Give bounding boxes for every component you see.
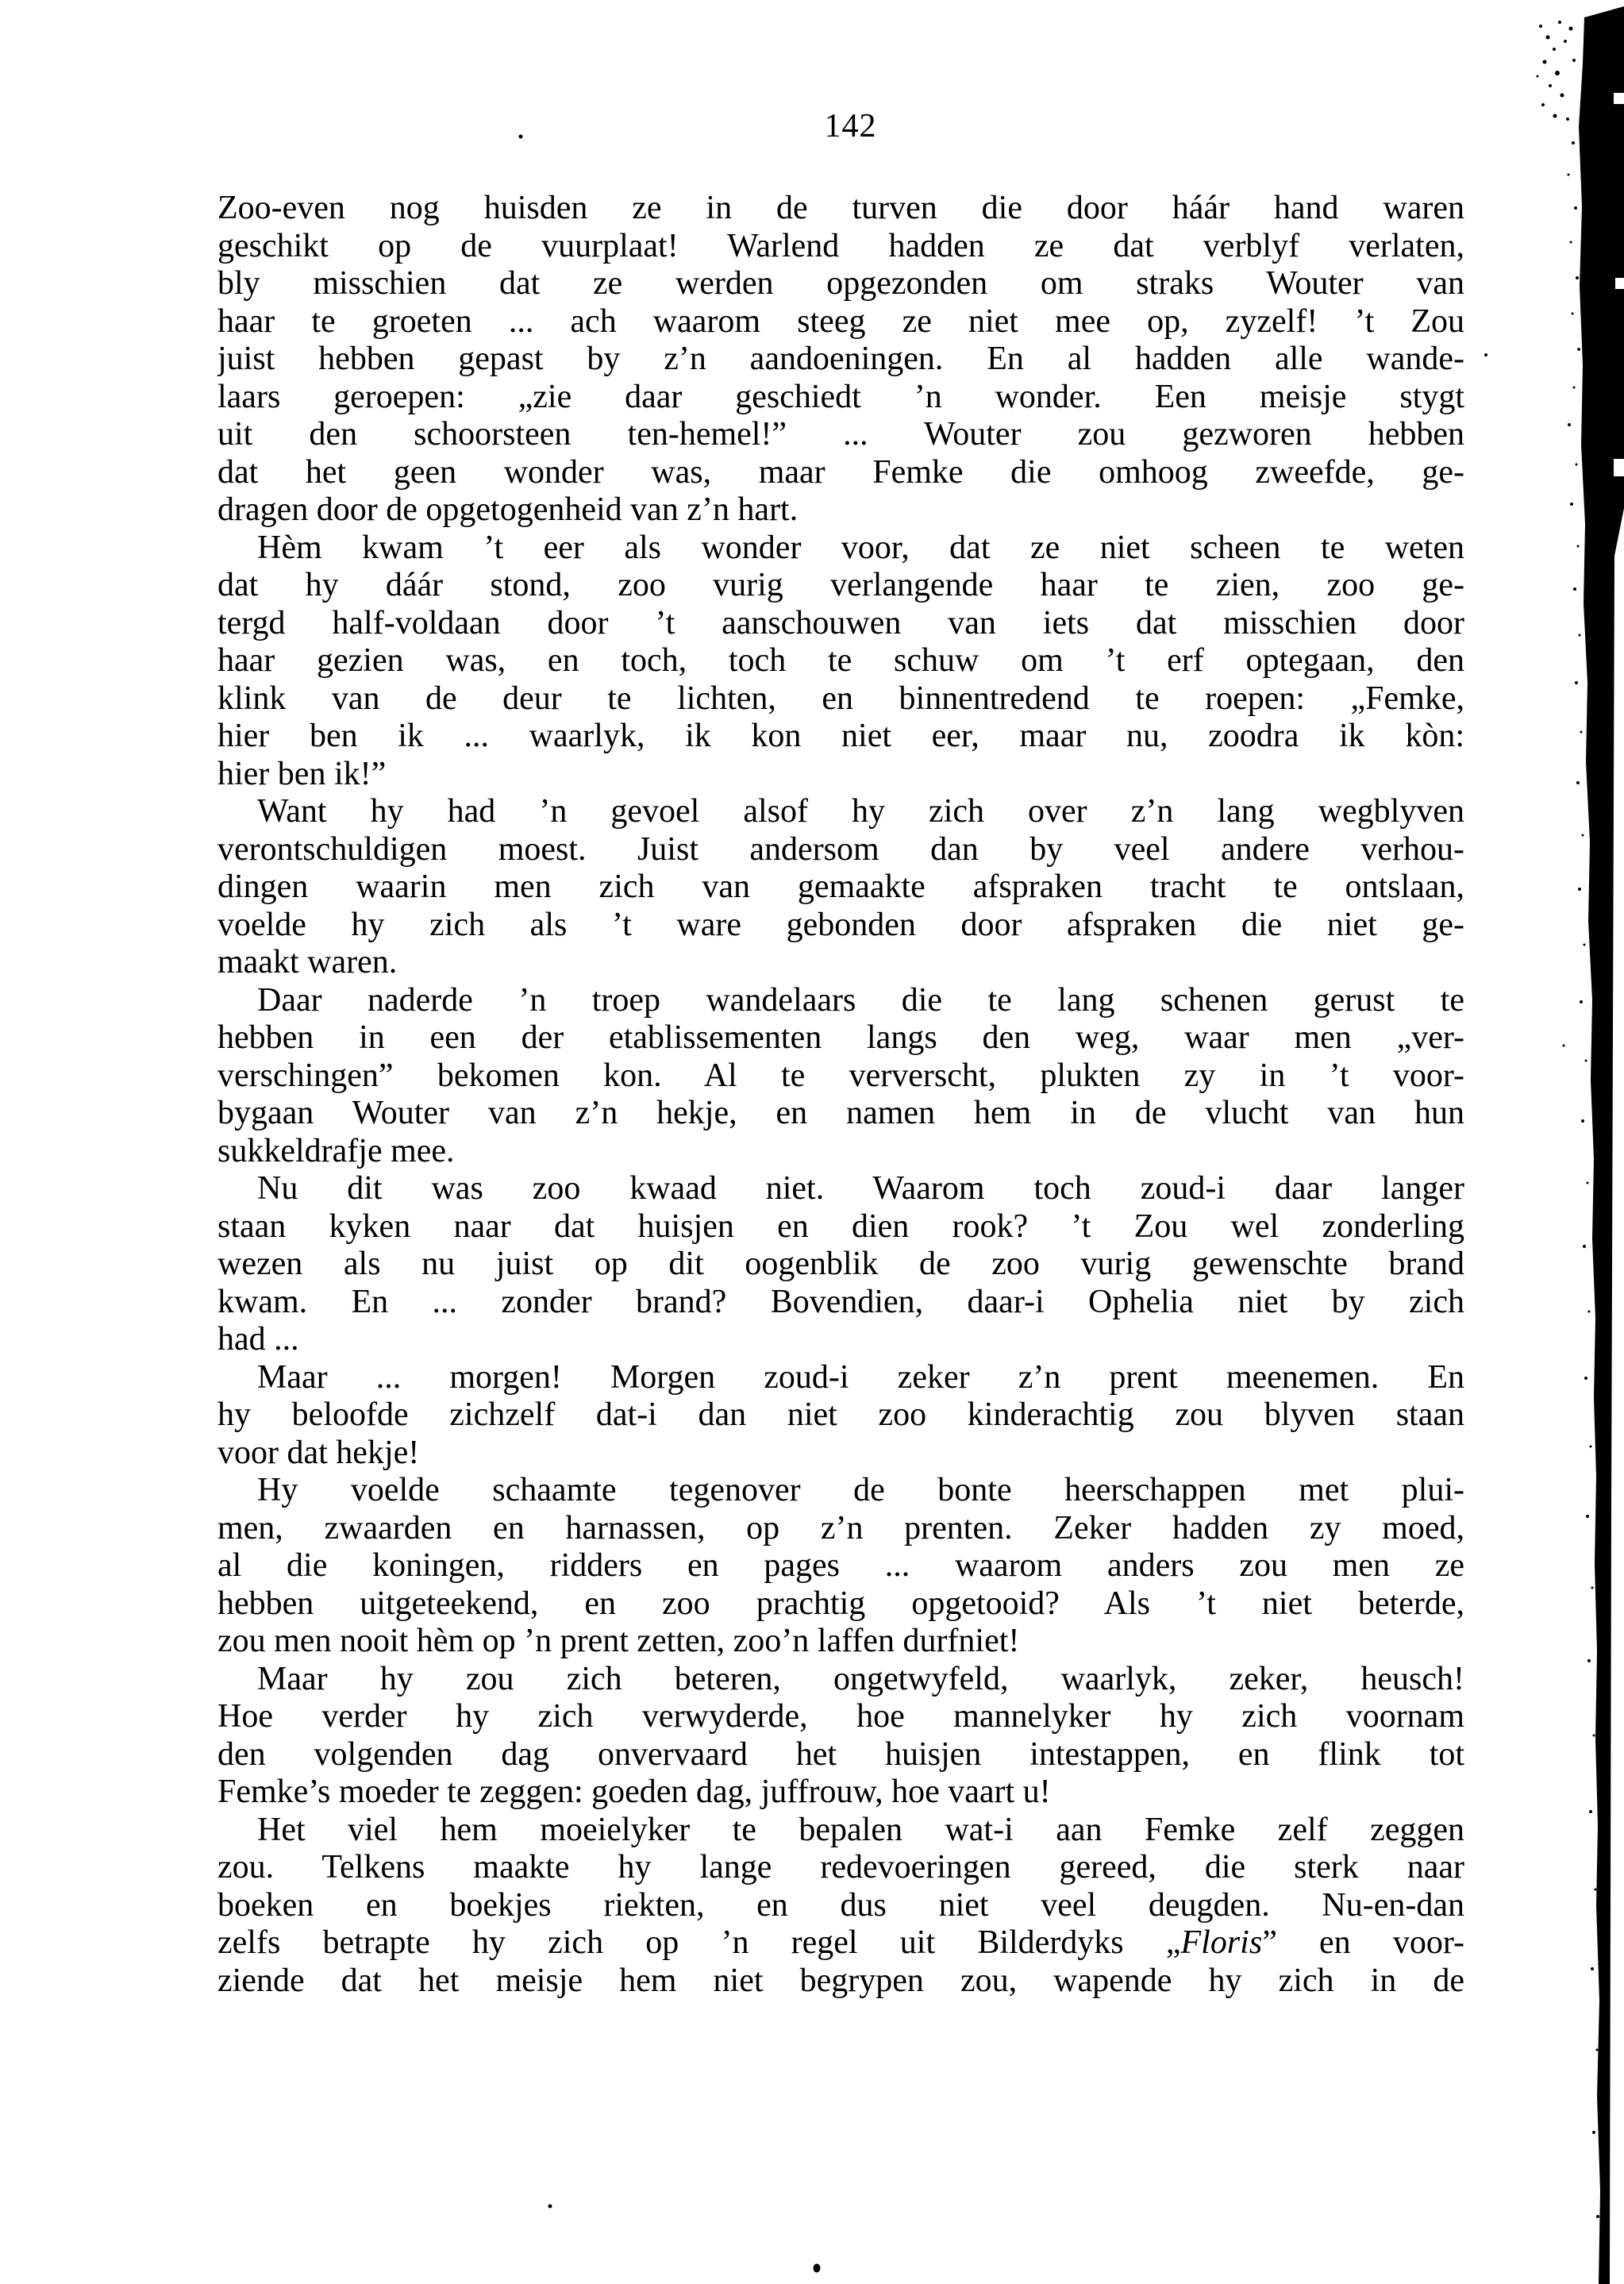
binding-shadow	[1579, 6, 1624, 2284]
text-block	[217, 190, 1464, 2000]
paragraph	[217, 1170, 1464, 1359]
text-line: Maar ... morgen! Morgen zoud-i zeker z’n prent meenemen. En	[257, 1358, 1464, 1396]
text-line: uit den schoorsteen ten-hemel!” ... Wouter zou gezworen hebben	[217, 416, 1464, 453]
text-line: hebben in een der etablissementen langs den weg, waar men „ver-	[217, 1019, 1464, 1056]
text-line: bygaan Wouter van z’n hekje, en namen hem in de vlucht van hun	[217, 1095, 1464, 1131]
paragraph	[217, 982, 1464, 1171]
text-line: zou men nooit hèm op ’n prent zetten, zoo’n laffen durfniet!	[217, 1623, 1020, 1659]
text-line: zelfs betrapte hy zich op ’n regel uit Bilderdyks „Floris” en voor-	[217, 1924, 1464, 1961]
text-line: men, zwaarden en harnassen, op z’n prenten. Zeker hadden zy moed,	[217, 1509, 1464, 1546]
text-line: dat het geen wonder was, maar Femke die omhoog zweefde, ge-	[217, 453, 1464, 491]
text-line: verschingen” bekomen kon. Al te ververscht, plukten zy in ’t voor-	[217, 1057, 1464, 1094]
text-line: ziende dat het meisje hem niet begrypen zou, wapende hy zich in de	[217, 1962, 1464, 1999]
text-line: dingen waarin men zich van gemaakte afspraken tracht te ontslaan,	[217, 869, 1464, 905]
text-line: staan kyken naar dat huisjen en dien rook? ’t Zou wel zonderling	[217, 1207, 1464, 1245]
text-line: Zoo-even nog huisden ze in de turven die door háár hand waren	[217, 190, 1464, 226]
text-line: tergd half-voldaan door ’t aanschouwen van iets dat misschien door	[217, 604, 1464, 641]
paragraph	[217, 1359, 1464, 1473]
paragraph	[217, 190, 1464, 530]
text-line: Daar naderde ’n troep wandelaars die te lang schenen gerust te	[257, 981, 1464, 1019]
text-line: hier ben ik!”	[217, 755, 387, 792]
text-line: hier ben ik ... waarlyk, ik kon niet eer, maar nu, zoodra ik kòn:	[217, 718, 1464, 754]
text-line: klink van de deur te lichten, en binnentredend te roepen: „Femke,	[217, 680, 1464, 717]
text-line: dat hy dáár stond, zoo vurig verlangende haar te zien, zoo ge-	[217, 567, 1464, 603]
text-line: haar te groeten ... ach waarom steeg ze niet mee op, zyzelf! ’t Zou	[217, 302, 1464, 340]
text-line: maakt waren.	[217, 944, 398, 980]
text-line: Want hy had ’n gevoel alsof hy zich over z’n lang wegblyven	[257, 793, 1464, 830]
text-line: den volgenden dag onvervaard het huisjen intestappen, en flink tot	[217, 1735, 1464, 1773]
text-line: geschikt op de vuurplaat! Warlend hadden ze dat verblyf verlaten,	[217, 227, 1464, 264]
text-line: Nu dit was zoo kwaad niet. Waarom toch zoud-i daar langer	[257, 1170, 1464, 1207]
edge-speckles	[1563, 141, 1600, 2218]
text-line: Hy voelde schaamte tegenover de bonte heerschappen met plui-	[257, 1472, 1464, 1508]
paragraph	[217, 1472, 1464, 1661]
text-line: kwam. En ... zonder brand? Bovendien, daar-i Ophelia niet by zich	[217, 1283, 1464, 1320]
paragraph	[217, 793, 1464, 982]
text-line: hebben uitgeteekend, en zoo prachtig opgetooid? Als ’t niet beterde,	[217, 1585, 1464, 1622]
paragraph	[217, 1661, 1464, 1812]
paragraph	[217, 1812, 1464, 2001]
page-number: 142	[824, 108, 877, 144]
text-line: hy beloofde zichzelf dat-i dan niet zoo kinderachtig zou blyven staan	[217, 1396, 1464, 1433]
text-line: Maar hy zou zich beteren, ongetwyfeld, waarlyk, zeker, heusch!	[257, 1660, 1464, 1697]
text-line: Hoe verder hy zich verwyderde, hoe mannelyker hy zich voornam	[217, 1698, 1464, 1735]
text-line: voelde hy zich als ’t ware gebonden door afspraken die niet ge-	[217, 906, 1464, 943]
text-line: had ...	[217, 1321, 299, 1358]
text-line: verontschuldigen moest. Juist andersom dan by veel andere verhou-	[217, 830, 1464, 868]
text-line: al die koningen, ridders en pages ... waarom anders zou men ze	[217, 1547, 1464, 1584]
text-line: Hèm kwam ’t eer als wonder voor, dat ze niet scheen te weten	[257, 529, 1464, 566]
text-line: zou. Telkens maakte hy lange redevoeringen gereed, die sterk naar	[217, 1849, 1464, 1885]
text-line: bly misschien dat ze werden opgezonden om straks Wouter van	[217, 265, 1464, 302]
text-line: wezen als nu juist op dit oogenblik de zoo vurig gewenschte brand	[217, 1246, 1464, 1282]
text-line: Het viel hem moeielyker te bepalen wat-i aan Femke zelf zeggen	[257, 1811, 1464, 1848]
text-line: dragen door de opgetogenheid van z’n hart.	[217, 491, 799, 528]
text-line: juist hebben gepast by z’n aandoeningen. En al hadden alle wande-	[217, 341, 1464, 377]
paragraph	[217, 530, 1464, 794]
text-line: haar gezien was, en toch, toch te schuw om ’t erf optegaan, den	[217, 642, 1464, 679]
text-line: voor dat hekje!	[217, 1434, 420, 1471]
text-line: boeken en boekjes riekten, en dus niet veel deugden. Nu-en-dan	[217, 1886, 1464, 1924]
text-line: Femke’s moeder te zeggen: goeden dag, juffrouw, hoe vaart u!	[217, 1774, 1051, 1810]
text-line: sukkeldrafje mee.	[217, 1132, 455, 1169]
text-line: laars geroepen: „zie daar geschiedt ’n wonder. Een meisje stygt	[217, 378, 1464, 415]
corner-speckles	[1537, 21, 1576, 121]
